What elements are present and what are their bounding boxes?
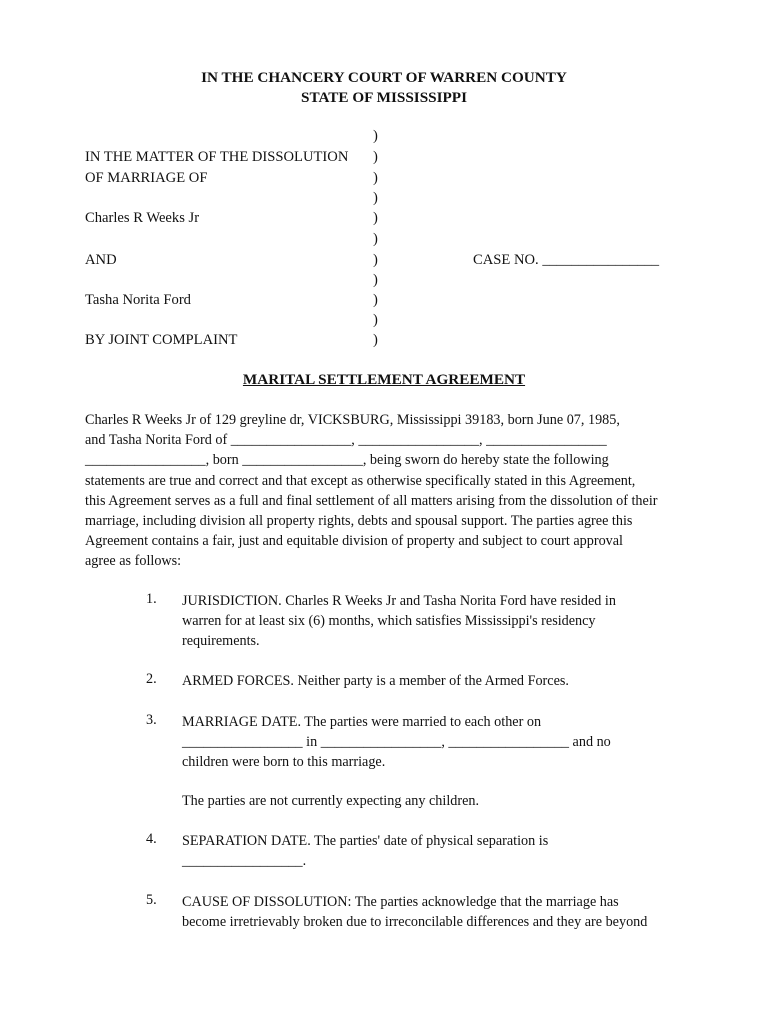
item-armed-forces [182, 671, 692, 691]
item-cause-of-dissolution [182, 892, 692, 932]
caption-joint-complaint: BY JOINT COMPLAINT [85, 332, 238, 348]
caption-paren: ) [373, 312, 378, 328]
intro-line: Charles R Weeks Jr of 129 greyline dr, VICKSBURG, Mississippi 39183, born June 07, 1985, [85, 412, 620, 428]
intro-line: agree as follows: [85, 553, 182, 570]
item-number: 4. [146, 831, 157, 847]
intro-paragraph [85, 410, 685, 572]
item-children-note: The parties are not currently expecting any children. [182, 793, 480, 809]
item-number: 2. [146, 671, 157, 687]
item-line: become irretrievably broken due to irreconcilable differences and they are beyond [182, 914, 648, 930]
intro-line: _________________, born _________________, being sworn do hereby state the following [85, 452, 609, 469]
caption-paren: ) [373, 332, 378, 348]
item-line: JURISDICTION. Charles R Weeks Jr and Tasha Norita Ford have resided in [182, 593, 616, 609]
item-number: 3. [146, 712, 157, 728]
state-heading: STATE OF MISSISSIPPI [301, 89, 467, 106]
caption-respondent-name: Tasha Norita Ford [85, 292, 191, 308]
item-number: 1. [146, 591, 157, 607]
item-jurisdiction [182, 591, 692, 651]
caption-paren: ) [373, 272, 378, 288]
intro-line: and Tasha Norita Ford of _________________, _________________, _________________ [85, 432, 607, 449]
caption-paren: ) [373, 292, 378, 308]
item-line: MARRIAGE DATE. The parties were married to each other on [182, 714, 542, 730]
item-line: ARMED FORCES. Neither party is a member of the Armed Forces. [182, 673, 569, 689]
intro-line: statements are true and correct and that except as otherwise specifically stated in this Agreement, [85, 472, 636, 489]
item-line: CAUSE OF DISSOLUTION: The parties acknowledge that the marriage has [182, 894, 619, 910]
intro-line: marriage, including division all property rights, debts and spousal support. The parties agree this [85, 513, 633, 530]
intro-line: this Agreement serves as a full and final settlement of all matters arising from the dissolution of their [85, 492, 658, 509]
caption-petitioner-name: Charles R Weeks Jr [85, 210, 200, 226]
item-line: _________________ in _________________, _________________ and no [182, 734, 611, 750]
item-line: SEPARATION DATE. The parties' date of physical separation is [182, 833, 549, 849]
caption-paren: ) [373, 190, 378, 206]
caption-paren: ) [373, 252, 378, 268]
caption-paren: ) [373, 231, 378, 247]
agreement-title: MARITAL SETTLEMENT AGREEMENT [242, 371, 526, 388]
caption-matter-line: IN THE MATTER OF THE DISSOLUTION [85, 149, 349, 165]
caption-paren: ) [373, 149, 378, 165]
caption-paren: ) [373, 128, 378, 144]
caption-and: AND [85, 252, 117, 268]
intro-line: Agreement contains a fair, just and equitable division of property and subject to court approval [85, 533, 624, 550]
item-number: 5. [146, 892, 157, 908]
caption-marriage-line: OF MARRIAGE OF [85, 170, 208, 186]
item-line: requirements. [182, 633, 260, 649]
case-number-field: CASE NO. ________________ [473, 252, 660, 268]
caption-paren: ) [373, 210, 378, 226]
item-line: warren for at least six (6) months, which satisfies Mississippi's residency [182, 613, 596, 629]
item-line: children were born to this marriage. [182, 754, 386, 770]
item-separation-date [182, 831, 692, 871]
court-heading: IN THE CHANCERY COURT OF WARREN COUNTY [201, 69, 567, 86]
caption-paren: ) [373, 170, 378, 186]
item-line: _________________. [182, 853, 307, 869]
item-marriage-date [182, 712, 692, 772]
